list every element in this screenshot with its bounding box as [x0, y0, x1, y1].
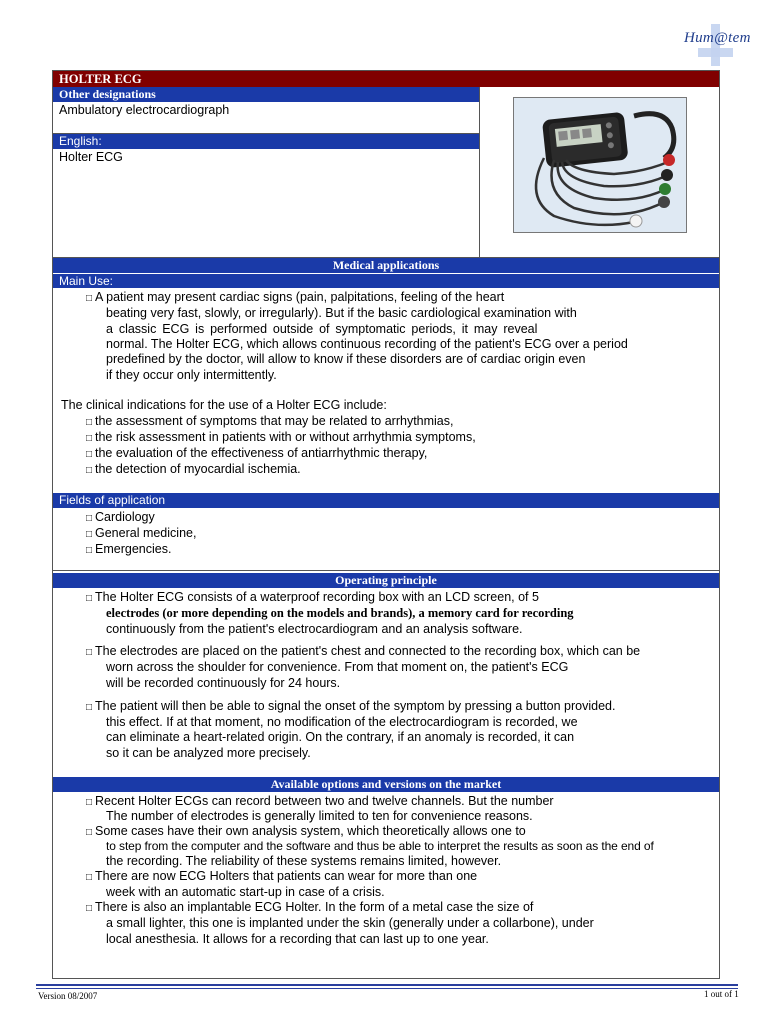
- main-use-line: predefined by the doctor, will allow to know if these disorders are of cardiac origin even: [106, 352, 586, 366]
- main-use-line: beating very fast, slowly, or irregularly). But if the basic cardiological examination with: [106, 306, 577, 320]
- operating-line: this effect. If at that moment, no modification of the electrocardiogram is recorded, we: [106, 715, 578, 729]
- english-header: English:: [53, 134, 479, 149]
- page-number: 1 out of 1: [704, 989, 739, 999]
- main-use-text: A patient may present cardiac signs (pain, palpitations, feeling of the heart: [95, 290, 505, 304]
- other-designations-header: Other designations: [53, 87, 479, 102]
- indications-intro: The clinical indications for the use of a Holter ECG include:: [61, 398, 387, 412]
- field-text: Emergencies.: [95, 542, 172, 556]
- english-value: Holter ECG: [59, 150, 123, 164]
- main-use-header: Main Use:: [53, 274, 719, 288]
- operating-line: continuously from the patient's electrocardiogram and an analysis software.: [106, 622, 523, 636]
- bullet-glyph: □: [85, 872, 93, 883]
- holter-device-image: [513, 97, 687, 233]
- bullet-glyph: □: [85, 417, 93, 428]
- main-use-line: if they occur only intermittently.: [106, 368, 277, 382]
- footer-rule: [36, 988, 738, 989]
- bullet-glyph: □: [85, 903, 93, 914]
- other-designations-value: Ambulatory electrocardiograph: [59, 103, 230, 117]
- options-text: There is also an implantable ECG Holter. In the form of a metal case the size of: [95, 900, 534, 914]
- field-item: [83, 541, 171, 559]
- options-line: local anesthesia. It allows for a recording that can last up to one year.: [106, 932, 489, 946]
- options-line: to step from the computer and the software and thus be able to interpret the results as soon as the end of: [106, 839, 654, 853]
- footer-rule: [36, 984, 738, 986]
- fields-header: Fields of application: [53, 493, 719, 508]
- bullet-glyph: □: [85, 545, 93, 556]
- operating-text: The patient will then be able to signal the onset of the symptom by pressing a button provided.: [95, 699, 616, 713]
- bullet-glyph: □: [85, 827, 93, 838]
- options-line: the recording. The reliability of these systems remains limited, however.: [106, 854, 502, 868]
- main-use-line: a classic ECG is performed outside of symptomatic periods, it may reveal: [106, 322, 538, 336]
- bullet-glyph: □: [85, 647, 93, 658]
- operating-text: The Holter ECG consists of a waterproof recording box with an LCD screen, of 5: [95, 590, 539, 604]
- bullet-glyph: □: [85, 293, 93, 304]
- bullet-glyph: □: [85, 593, 93, 604]
- options-header: Available options and versions on the market: [53, 777, 719, 792]
- bullet-glyph: □: [85, 797, 93, 808]
- logo-text: Hum@tem: [684, 30, 751, 46]
- indication-text: the risk assessment in patients with or without arrhythmia symptoms,: [95, 430, 476, 444]
- medical-applications-header: Medical applications: [53, 258, 719, 273]
- humatem-logo: [680, 24, 751, 66]
- row-divider: [53, 570, 719, 571]
- options-line: The number of electrodes is generally limited to ten for convenience reasons.: [106, 809, 533, 823]
- indication-text: the detection of myocardial ischemia.: [95, 462, 301, 476]
- field-text: Cardiology: [95, 510, 155, 524]
- operating-principle-section: [53, 573, 719, 588]
- version-label: Version 08/2007: [38, 991, 98, 1001]
- indication-text: the evaluation of the effectiveness of antiarrhythmic therapy,: [95, 446, 428, 460]
- operating-principle-header: Operating principle: [53, 573, 719, 588]
- operating-text: The electrodes are placed on the patient's chest and connected to the recording box, which can be: [95, 644, 641, 658]
- options-section: [53, 777, 719, 792]
- bullet-glyph: □: [85, 513, 93, 524]
- operating-line: so it can be analyzed more precisely.: [106, 746, 311, 760]
- bullet-glyph: □: [85, 529, 93, 540]
- bullet-glyph: □: [85, 449, 93, 460]
- options-text: Some cases have their own analysis system, which theoretically allows one to: [95, 824, 526, 838]
- indication-text: the assessment of symptoms that may be related to arrhythmias,: [95, 414, 454, 428]
- document-sheet: [52, 70, 720, 979]
- operating-line: can eliminate a heart-related origin. On the contrary, if an anomaly is recorded, it can: [106, 730, 575, 744]
- bullet-glyph: □: [85, 702, 93, 713]
- device-picture-cell: [480, 87, 720, 257]
- options-text: Recent Holter ECGs can record between two and twelve channels. But the number: [95, 794, 554, 808]
- document-title: HOLTER ECG: [53, 71, 719, 87]
- bullet-glyph: □: [85, 465, 93, 476]
- options-line: week with an automatic start-up in case of a crisis.: [106, 885, 385, 899]
- operating-line: will be recorded continuously for 24 hours.: [106, 676, 341, 690]
- operating-line: worn across the shoulder for convenience. From that moment on, the patient's ECG: [106, 660, 569, 674]
- designations-cell: [53, 87, 480, 257]
- main-use-line: normal. The Holter ECG, which allows continuous recording of the patient's ECG over a period: [106, 337, 628, 351]
- options-line: a small lighter, this one is implanted under the skin (generally under a collarbone), under: [106, 916, 594, 930]
- medical-applications-section: [53, 258, 719, 288]
- options-text: There are now ECG Holters that patients can wear for more than one: [95, 869, 478, 883]
- field-text: General medicine,: [95, 526, 197, 540]
- fields-section: [53, 493, 719, 508]
- logo-cross-horizontal: [698, 48, 733, 57]
- bullet-glyph: □: [85, 433, 93, 444]
- operating-line: electrodes (or more depending on the models and brands), a memory card for recording: [106, 606, 574, 620]
- indication-item: [83, 461, 301, 479]
